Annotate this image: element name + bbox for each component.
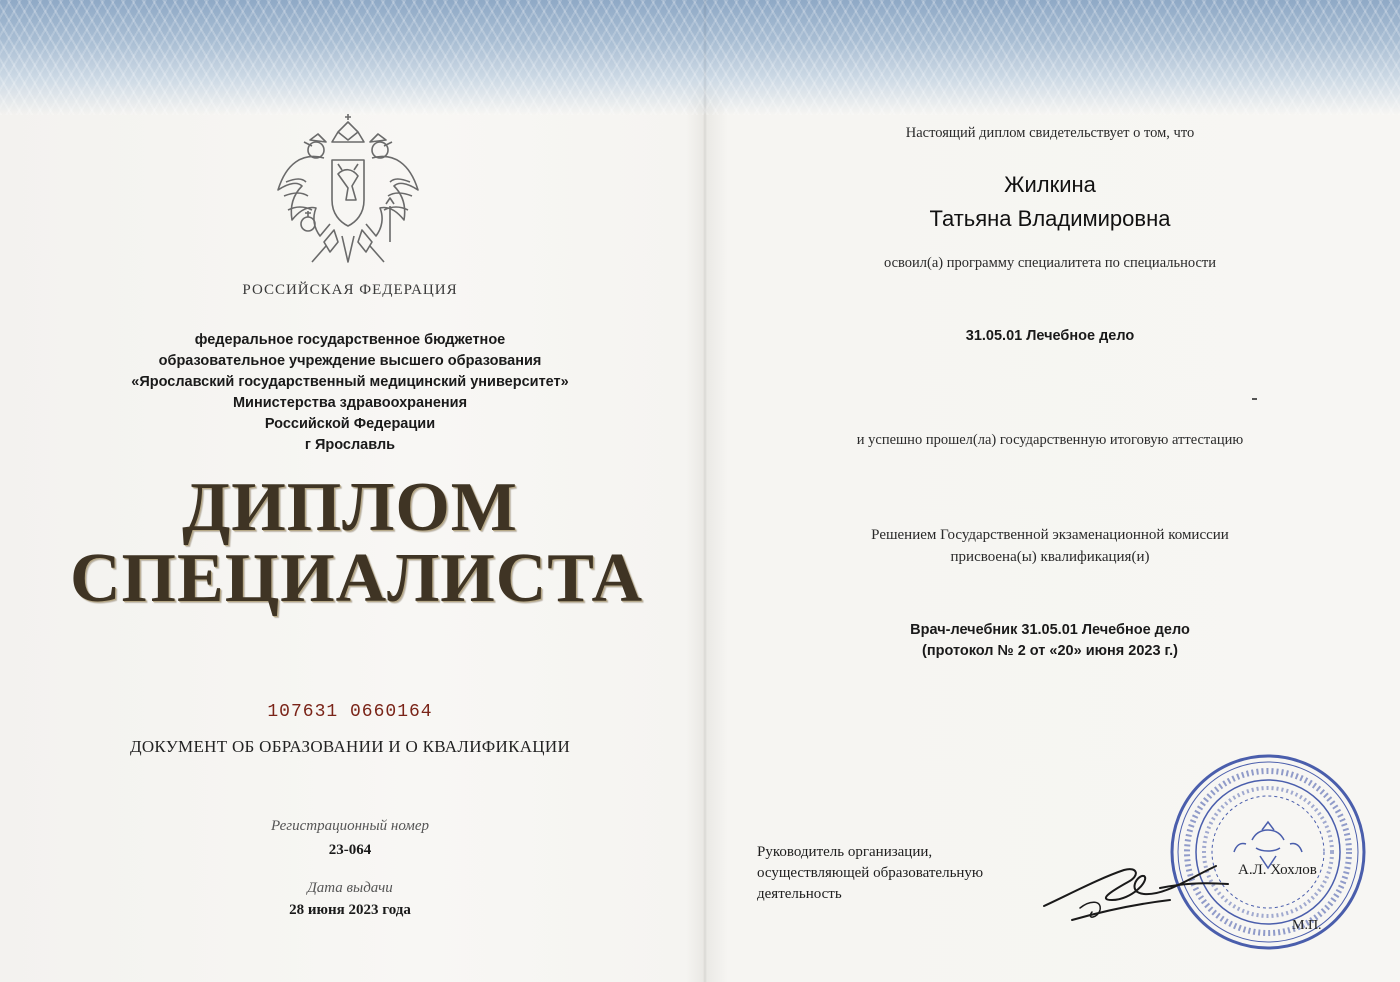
head-of-organization-label [757, 842, 1057, 905]
institution-line: Министерства здравоохранения [232, 395, 468, 411]
registration-number: 23-064 [328, 842, 372, 858]
diploma-title-line1: ДИПЛОМ [182, 469, 518, 546]
commission-decision-line1: Решением Государственной экзаменационной комиссии [871, 527, 1229, 543]
commission-decision-line2: присвоена(ы) квалификация(и) [950, 549, 1150, 565]
certification-statement: и успешно прошел(ла) государственную итоговую аттестацию [856, 432, 1244, 448]
certification-intro: Настоящий диплом свидетельствует о том, что [905, 125, 1195, 141]
diploma-title-line2: СПЕЦИАЛИСТА [70, 540, 644, 617]
security-pattern-band [0, 0, 1400, 115]
stray-mark [1252, 398, 1257, 400]
graduate-surname: Жилкина [1004, 172, 1096, 197]
institution-line: г Ярославль [304, 437, 396, 453]
qualification: Врач-лечебник 31.05.01 Лечебное дело [910, 622, 1190, 638]
institution-name [100, 330, 600, 456]
program-statement: освоил(а) программу специалитета по специальности [883, 255, 1217, 271]
country-name: РОССИЙСКАЯ ФЕДЕРАЦИЯ [242, 282, 458, 298]
institution-line: «Ярославский государственный медицинский университет» [131, 374, 569, 390]
institution-line: федеральное государственное бюджетное [194, 332, 506, 348]
head-of-organization-name: А.Л. Хохлов [1238, 862, 1317, 878]
institution-line: образовательное учреждение высшего образования [158, 353, 542, 369]
protocol-reference: (протокол № 2 от «20» июня 2023 г.) [922, 643, 1178, 659]
seal-place-mark: М.П. [1292, 918, 1322, 933]
institution-line: Российской Федерации [264, 416, 436, 432]
page-fold [703, 0, 707, 982]
serial-number: 107631 0660164 [267, 702, 433, 722]
document-type: ДОКУМЕНТ ОБ ОБРАЗОВАНИИ И О КВАЛИФИКАЦИИ [129, 737, 571, 756]
specialty: 31.05.01 Лечебное дело [965, 328, 1135, 344]
graduate-given-names: Татьяна Владимировна [929, 206, 1171, 231]
head-label-line: деятельность [757, 886, 842, 902]
handwritten-signature-icon [1040, 848, 1250, 928]
double-headed-eagle-emblem-icon [272, 112, 424, 274]
registration-number-caption: Регистрационный номер [270, 818, 429, 834]
head-label-line: Руководитель организации, [757, 844, 933, 860]
issue-date: 28 июня 2023 года [289, 902, 411, 918]
head-label-line: осуществляющей образовательную [757, 865, 984, 881]
issue-date-caption: Дата выдачи [307, 880, 393, 896]
